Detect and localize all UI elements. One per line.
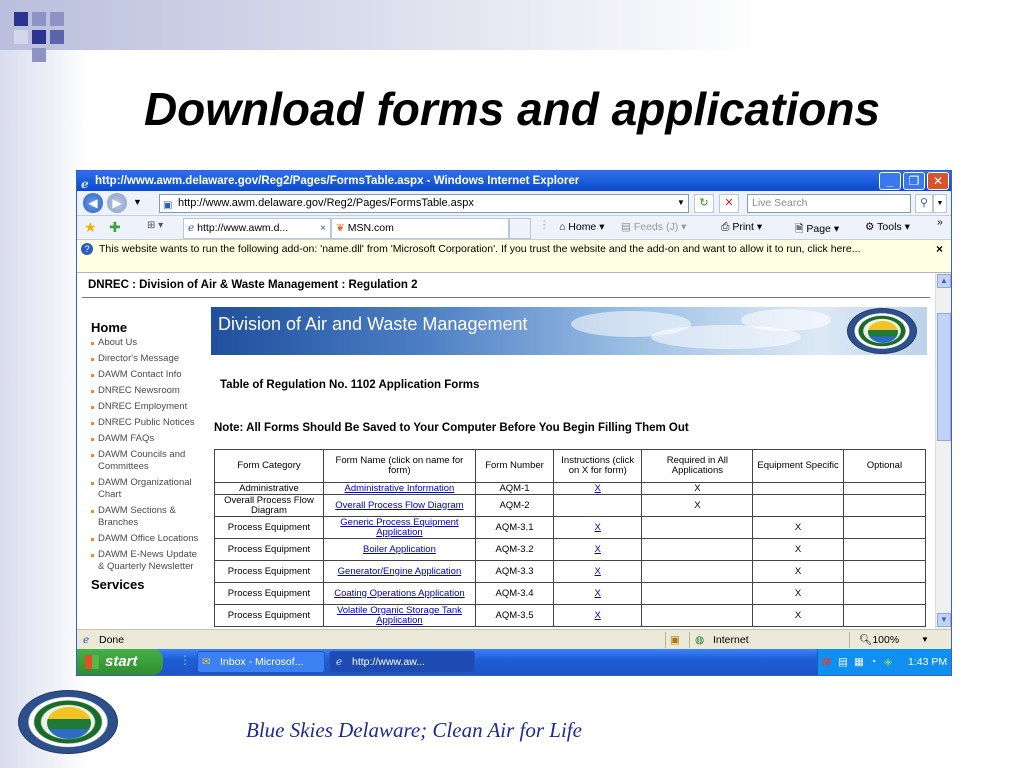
ie-status-icon: ℯ	[83, 634, 90, 646]
tab-close-icon[interactable]: ×	[319, 222, 326, 234]
status-bar	[77, 629, 951, 649]
nav-item-office-locations[interactable]: DAWM Office Locations	[91, 533, 203, 545]
instructions-link[interactable]: X	[594, 609, 601, 621]
optional-cell	[843, 561, 925, 583]
form-name-link[interactable]: Administrative Information	[344, 482, 455, 494]
instructions-cell	[554, 517, 642, 539]
required-cell: X	[642, 495, 753, 517]
task-inbox-label: Inbox - Microsof...	[220, 656, 304, 668]
banner-cloud	[741, 309, 831, 331]
table-row	[215, 495, 926, 517]
window-title-bar[interactable]	[77, 171, 951, 191]
slide-background-top	[0, 0, 1024, 50]
start-button[interactable]	[77, 649, 163, 675]
form-category-cell: Process Equipment	[215, 539, 324, 561]
nav-item-employment[interactable]: DNREC Employment	[91, 401, 203, 413]
optional-cell	[843, 605, 925, 627]
status-text: Done	[99, 634, 125, 646]
equipment-cell: X	[753, 605, 843, 627]
dnrec-seal	[18, 690, 118, 754]
optional-cell	[843, 495, 925, 517]
col-required: Required in All Applications	[642, 450, 753, 483]
required-cell	[642, 561, 753, 583]
home-icon: ⌂	[559, 221, 566, 233]
slide-title: Download forms and applications	[143, 83, 881, 135]
vertical-scrollbar[interactable]	[935, 273, 951, 629]
page-heading: Table of Regulation No. 1102 Application Forms	[220, 379, 480, 391]
system-tray	[817, 649, 951, 675]
form-name-link[interactable]: Generic Process Equipment Application	[340, 516, 459, 538]
decor-square	[50, 12, 64, 26]
url-input[interactable]	[159, 194, 689, 213]
form-number-cell: AQM-3.1	[475, 517, 553, 539]
optional-cell	[843, 483, 925, 495]
instructions-link[interactable]: X	[594, 482, 601, 494]
equipment-cell	[753, 495, 843, 517]
gear-icon: ⚙	[865, 221, 875, 233]
info-icon: ?	[81, 243, 93, 255]
dnrec-seal-logo	[847, 308, 917, 354]
decor-square	[14, 12, 28, 26]
form-number-cell: AQM-3.4	[475, 583, 553, 605]
tray-m-icon[interactable]: M	[822, 656, 831, 668]
nav-home-link[interactable]: Home	[91, 320, 128, 335]
col-form-number: Form Number	[475, 450, 553, 483]
form-name-cell	[323, 605, 475, 627]
favorites-star-icon[interactable]: ★	[84, 219, 97, 235]
breadcrumb: DNREC : Division of Air & Waste Management : Regulation 2	[88, 279, 418, 291]
form-number-cell: AQM-3.2	[475, 539, 553, 561]
page-content	[77, 273, 935, 629]
task-inbox[interactable]	[197, 651, 325, 673]
form-name-cell	[323, 517, 475, 539]
form-number-cell: AQM-3.5	[475, 605, 553, 627]
ie-tab-icon: ℯ	[188, 222, 195, 234]
info-bar-text: This website wants to run the following add-on: 'name.dll' from 'Microsoft Corporation'. If you trust the website and the add-on and want to allow it to run, click here...	[99, 243, 861, 255]
history-dropdown-icon[interactable]: ▼	[133, 197, 142, 207]
nav-services-heading: Services	[91, 577, 145, 592]
nav-item-sections[interactable]: DAWM Sections & Branches	[91, 505, 203, 529]
zoom-icon: 🔍︎	[859, 634, 873, 646]
form-category-cell: Overall Process Flow Diagram	[215, 495, 324, 517]
form-category-cell: Process Equipment	[215, 605, 324, 627]
tools-menu-button[interactable]: ⚙ Tools ▾	[865, 221, 910, 233]
home-button[interactable]: ⌂ Home ▾	[559, 221, 605, 233]
search-icon[interactable]: ⚲	[915, 194, 933, 213]
msn-icon: ❦	[336, 222, 345, 234]
form-number-cell: AQM-3.3	[475, 561, 553, 583]
refresh-icon[interactable]: ↻	[694, 194, 714, 213]
form-name-cell	[323, 561, 475, 583]
form-number-cell: AQM-1	[475, 483, 553, 495]
feeds-label: Feeds (J)	[633, 221, 679, 233]
start-label: start	[105, 653, 138, 670]
nav-item-councils[interactable]: DAWM Councils and Committees	[91, 449, 203, 473]
page-icon: ▣	[163, 200, 173, 211]
address-bar	[77, 191, 951, 216]
equipment-cell: X	[753, 517, 843, 539]
status-separator	[849, 632, 850, 648]
banner-title: Division of Air and Waste Management	[218, 314, 528, 334]
url-dropdown-icon[interactable]: ▼	[677, 198, 685, 207]
globe-icon: ◍	[695, 634, 705, 646]
form-category-cell: Process Equipment	[215, 583, 324, 605]
nav-item-enews[interactable]: DAWM E-News Update & Quarterly Newsletter	[91, 549, 203, 573]
col-form-category: Form Category	[215, 450, 324, 483]
toolbar-overflow-icon[interactable]: »	[937, 216, 943, 228]
equipment-cell	[753, 483, 843, 495]
form-name-link[interactable]: Boiler Application	[362, 543, 436, 555]
division-banner	[211, 307, 927, 355]
instructions-link[interactable]: X	[594, 587, 601, 599]
nav-item-org-chart[interactable]: DAWM Organizational Chart	[91, 477, 203, 501]
table-row	[215, 483, 926, 495]
table-row	[215, 517, 926, 539]
required-cell	[642, 605, 753, 627]
forms-table	[214, 449, 926, 627]
tagline: Blue Skies Delaware; Clean Air for Life	[246, 718, 582, 742]
back-button[interactable]: ◀	[83, 193, 103, 213]
feeds-button[interactable]: ▤ Feeds (J) ▾	[621, 221, 687, 233]
ie-task-icon: ℯ	[336, 656, 343, 668]
nav-item-newsroom[interactable]: DNREC Newsroom	[91, 385, 203, 397]
popup-blocker-icon[interactable]: ▣	[670, 634, 680, 646]
status-separator	[665, 632, 666, 648]
nav-item-directors-message[interactable]: Director's Message	[91, 353, 203, 365]
decor-square	[32, 30, 46, 44]
table-row	[215, 561, 926, 583]
equipment-cell: X	[753, 583, 843, 605]
required-cell	[642, 539, 753, 561]
form-category-cell: Process Equipment	[215, 517, 324, 539]
scroll-down-icon[interactable]: ▼	[937, 613, 951, 627]
tools-menu-label: Tools	[877, 221, 902, 233]
equipment-cell: X	[753, 561, 843, 583]
required-cell	[642, 517, 753, 539]
divider	[82, 297, 930, 298]
instructions-cell	[554, 539, 642, 561]
nav-item-faqs[interactable]: DAWM FAQs	[91, 433, 203, 445]
tray-security-icon[interactable]: ◈	[884, 656, 893, 668]
page-menu-label: Page	[806, 223, 831, 235]
form-category-cell: Process Equipment	[215, 561, 324, 583]
footer-seal-logo	[18, 690, 118, 754]
home-label: Home	[568, 221, 597, 233]
search-options-icon[interactable]: ▼	[933, 194, 947, 213]
taskbar-grip: ⋮	[179, 653, 191, 667]
stop-icon[interactable]: ✕	[719, 194, 739, 213]
instructions-cell	[554, 583, 642, 605]
feeds-icon: ▤	[621, 221, 631, 233]
search-input[interactable]	[747, 194, 911, 213]
maximize-button[interactable]: ❐	[903, 172, 925, 190]
instructions-cell	[554, 605, 642, 627]
instructions-link[interactable]: X	[594, 565, 601, 577]
form-category-cell: Administrative	[215, 483, 324, 495]
form-number-cell: AQM-2	[475, 495, 553, 517]
form-name-link[interactable]: Volatile Organic Storage Tank Application	[336, 604, 462, 626]
zoom-control[interactable]	[859, 630, 899, 650]
nav-item-contact-info[interactable]: DAWM Contact Info	[91, 369, 203, 381]
required-cell	[642, 583, 753, 605]
nav-item-about-us[interactable]: About Us	[91, 337, 203, 349]
decor-square	[50, 30, 64, 44]
left-navigation	[91, 320, 203, 592]
form-name-cell	[323, 483, 475, 495]
equipment-cell: X	[753, 539, 843, 561]
page-menu-icon: 🗎	[795, 223, 804, 235]
form-name-link[interactable]: Generator/Engine Application	[337, 565, 462, 577]
quick-tabs-icon[interactable]: ⊞ ▾	[147, 220, 164, 231]
tab-bar	[77, 216, 951, 240]
optional-cell	[843, 539, 925, 561]
seal-emblem	[47, 707, 91, 739]
instructions-cell	[554, 483, 642, 495]
add-favorite-icon[interactable]: ✚	[109, 219, 121, 235]
page-menu-button[interactable]: 🗎 Page ▾	[795, 223, 840, 235]
decor-square	[32, 12, 46, 26]
table-row	[215, 583, 926, 605]
new-tab-button[interactable]	[509, 218, 531, 239]
col-optional: Optional	[843, 450, 925, 483]
optional-cell	[843, 517, 925, 539]
tray-app-icon[interactable]: ▤	[838, 656, 848, 668]
tab-msn[interactable]	[331, 218, 509, 239]
forward-button[interactable]: ▶	[107, 193, 127, 213]
form-name-cell	[323, 539, 475, 561]
page-note: Note: All Forms Should Be Saved to Your Computer Before You Begin Filling Them Out	[214, 422, 689, 434]
search-placeholder: Live Search	[752, 197, 808, 209]
tab-awm-label: http://www.awm.d...	[197, 222, 289, 234]
tray-network-icon[interactable]: ▦	[854, 656, 864, 668]
windows-taskbar	[77, 649, 951, 675]
optional-cell	[843, 583, 925, 605]
form-name-cell	[323, 495, 475, 517]
windows-flag-icon	[85, 655, 99, 669]
decor-square	[14, 30, 28, 44]
toolbar-separator: ⋮	[539, 219, 550, 231]
print-button[interactable]: ⎙ Print ▾	[721, 221, 763, 233]
information-bar[interactable]	[77, 240, 951, 273]
task-ie-label: http://www.aw...	[352, 656, 425, 668]
print-icon: ⎙	[721, 221, 730, 233]
decor-square	[32, 48, 46, 62]
close-button[interactable]: ✕	[927, 172, 949, 190]
clock: 1:43 PM	[908, 656, 948, 668]
table-header-row	[215, 450, 926, 483]
mail-icon: ✉	[202, 656, 211, 668]
browser-window	[76, 170, 952, 676]
zoom-dropdown-icon[interactable]: ▼	[921, 635, 929, 644]
ie-icon: ℯ	[81, 177, 89, 191]
zoom-level: 100%	[872, 634, 900, 646]
window-title: http://www.awm.delaware.gov/Reg2/Pages/FormsTable.aspx - Windows Internet Explorer	[95, 175, 580, 187]
instructions-link[interactable]: X	[594, 543, 601, 555]
instructions-cell	[554, 495, 642, 517]
nav-item-public-notices[interactable]: DNREC Public Notices	[91, 417, 203, 429]
seal-emblem	[868, 321, 898, 343]
scroll-up-icon[interactable]: ▲	[937, 274, 951, 288]
minimize-button[interactable]: _	[879, 172, 901, 190]
col-instructions: Instructions (click on X for form)	[554, 450, 642, 483]
print-label: Print	[732, 221, 754, 233]
tab-awm[interactable]	[183, 218, 331, 239]
scroll-thumb[interactable]	[937, 313, 951, 441]
form-name-cell	[323, 583, 475, 605]
task-ie[interactable]	[329, 651, 475, 673]
status-separator	[689, 632, 690, 648]
info-bar-close-icon[interactable]: ×	[935, 242, 943, 256]
url-text: http://www.awm.delaware.gov/Reg2/Pages/FormsTable.aspx	[178, 197, 474, 209]
table-row	[215, 539, 926, 561]
tray-volume-icon[interactable]: ◔	[870, 656, 877, 668]
instructions-cell	[554, 561, 642, 583]
required-cell: X	[642, 483, 753, 495]
form-name-link[interactable]: Coating Operations Application	[334, 587, 465, 599]
tab-msn-label: MSN.com	[347, 222, 394, 234]
security-zone-text: Internet	[713, 634, 749, 646]
instructions-link[interactable]: X	[594, 521, 601, 533]
col-equipment: Equipment Specific	[753, 450, 843, 483]
form-name-link[interactable]: Overall Process Flow Diagram	[335, 499, 464, 511]
table-row	[215, 605, 926, 627]
col-form-name: Form Name (click on name for form)	[323, 450, 475, 483]
